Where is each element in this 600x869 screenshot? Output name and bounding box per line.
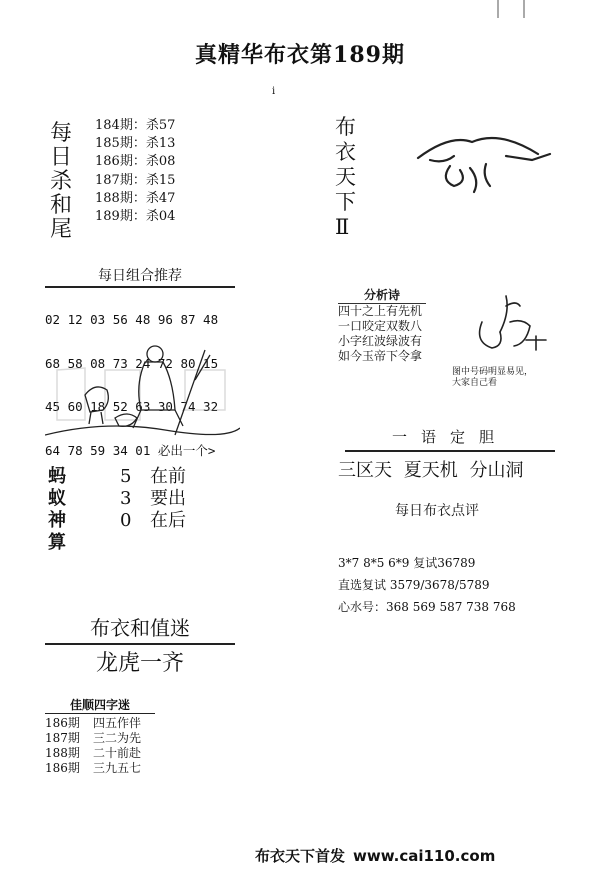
brand-vertical: 布 衣 天 下 Ⅱ	[335, 115, 356, 239]
four-char-heading: 佳顺四字迷	[45, 696, 155, 714]
one-word-answer: 三区天 夏天机 分山洞	[338, 460, 524, 481]
riddle-title: 布衣和值迷	[45, 612, 235, 645]
daily-kill-list	[95, 117, 175, 226]
edge-mark	[497, 0, 499, 18]
list-item: 45 60 18 52 63 30 74 32	[45, 399, 219, 414]
image-note: 图中号码明显易见， 大家自己看	[452, 367, 534, 388]
list-item: 如今玉帝下令拿	[338, 349, 423, 363]
footer	[255, 845, 495, 866]
poem-heading: 分析诗	[338, 286, 426, 304]
list-item: 188期：杀47	[95, 190, 176, 206]
dot-mark: i	[272, 86, 276, 97]
footer-url: www.cai110.com	[353, 847, 496, 865]
list-item: 187期 三二为先	[45, 731, 142, 745]
scholar-illustration	[45, 340, 240, 440]
list-item: 189期：杀04	[95, 209, 176, 225]
list-item: 小字红波绿波有	[338, 334, 423, 348]
list-item: 186期 三九五七	[45, 761, 142, 775]
plant-sketch	[470, 292, 555, 358]
list-item: 02 12 03 56 48 96 87 48	[45, 312, 219, 327]
review-heading: 每日布衣点评	[395, 503, 479, 519]
ant-god-label: 蚂 蚁 神 算	[48, 466, 66, 553]
mountain-sketch	[410, 120, 555, 200]
page-title: 真精华布衣第189期	[195, 42, 405, 68]
list-item: 5 在前	[120, 466, 186, 487]
edge-mark	[523, 0, 525, 18]
list-item: 0 在后	[120, 510, 186, 531]
list-item: 186期 四五作伴	[45, 716, 142, 730]
four-char-list	[45, 716, 141, 776]
one-word-heading: 一语定胆	[345, 426, 555, 452]
daily-kill-label: 每 日 杀 和 尾	[50, 121, 73, 242]
list-item: 68 58 08 73 24 72 80 15	[45, 355, 219, 371]
list-item: 心水号：368 569 587 738 768	[338, 600, 516, 614]
list-item: 直选复试 3579/3678/5789	[338, 578, 490, 592]
combo-heading: 每日组合推荐	[45, 265, 235, 288]
poem-lines	[338, 304, 422, 364]
list-item: 64 78 59 34 01 必出一个>	[45, 442, 216, 458]
list-item: 186期：杀08	[95, 154, 176, 170]
footer-name: 布衣天下首发	[255, 847, 346, 865]
list-item: 188期 二十前赴	[45, 746, 142, 760]
list-item: 185期：杀13	[95, 136, 176, 152]
list-item: 四十之上有先机	[338, 304, 423, 318]
list-item: 187期：杀15	[95, 172, 176, 188]
list-item: 一口咬定双数八	[338, 319, 423, 333]
list-item: 3 要出	[120, 488, 186, 509]
review-numbers	[338, 552, 516, 618]
riddle-answer: 龙虎一齐	[95, 651, 184, 676]
list-item: 184期：杀57	[95, 118, 176, 133]
list-item: 3*7 8*5 6*9 复试36789	[338, 556, 476, 570]
ant-god-picks	[120, 466, 186, 532]
